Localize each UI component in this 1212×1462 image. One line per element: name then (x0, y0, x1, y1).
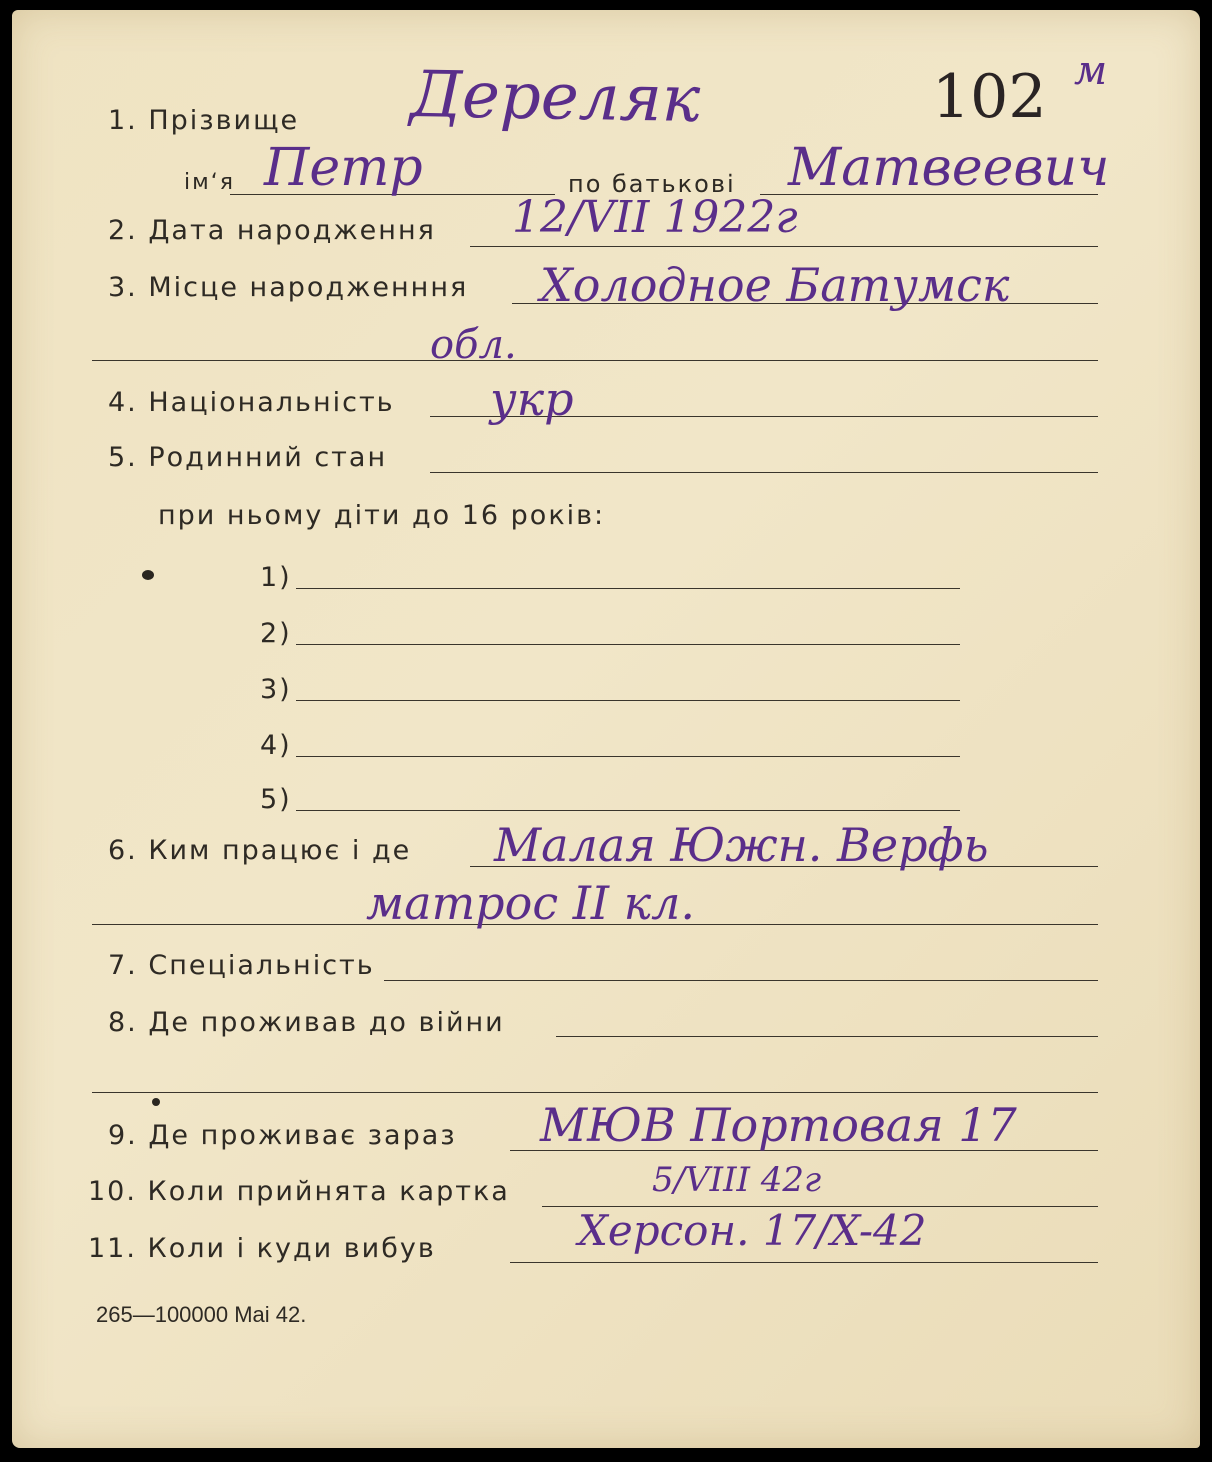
punch-hole (142, 570, 154, 580)
birth-date-label: 2. Дата народження (108, 215, 436, 246)
nationality-label: 4. Національність (108, 387, 395, 418)
child-2-number: 2) (260, 618, 292, 649)
work-label: 6. Ким працює і де (108, 835, 412, 866)
prewar-residence-line-2 (92, 1092, 1098, 1093)
child-4-number: 4) (260, 730, 292, 761)
card-suffix-handwritten: м (1074, 48, 1108, 94)
birth-place-line-2 (92, 360, 1098, 361)
birth-date-line (470, 246, 1098, 247)
specialty-label: 7. Спеціальність (108, 950, 375, 981)
current-residence-handwritten: МЮВ Портовая 17 (540, 1098, 1017, 1152)
surname-label: 1. Прізвище (108, 105, 300, 136)
patronymic-handwritten: Матвеевич (788, 138, 1110, 198)
current-residence-label: 9. Де проживає зараз (108, 1120, 457, 1151)
first-name-handwritten: Петр (264, 138, 423, 198)
family-status-label: 5. Родинний стан (108, 442, 388, 473)
departed-handwritten: Херсон. 17/X-42 (578, 1206, 927, 1255)
surname-handwritten: Дереляк (409, 58, 701, 138)
registration-card (12, 10, 1200, 1448)
prewar-residence-line (556, 1036, 1098, 1037)
card-accepted-label: 10. Коли прийнята картка (88, 1176, 510, 1207)
children-label: при ньому діти до 16 років: (158, 500, 606, 531)
child-3-line (296, 700, 960, 701)
print-code: 265—100000 Mai 42. (96, 1302, 307, 1327)
birth-place-handwritten-1: Холодное Батумск (540, 258, 1010, 312)
work-handwritten-1: Малая Южн. Верфь (494, 818, 989, 872)
card-accepted-handwritten: 5/VIII 42г (652, 1160, 822, 1200)
family-status-line (430, 472, 1098, 473)
child-1-line (296, 588, 960, 589)
work-handwritten-2: матрос II кл. (366, 876, 696, 930)
child-5-line (296, 810, 960, 811)
child-5-number: 5) (260, 784, 292, 815)
birth-date-handwritten: 12/VII 1922г (512, 192, 798, 243)
child-2-line (296, 644, 960, 645)
prewar-residence-label: 8. Де проживав до війни (108, 1007, 505, 1038)
departed-label: 11. Коли і куди вибув (88, 1233, 436, 1264)
nationality-handwritten: укр (490, 372, 574, 426)
name-label: ім‘я (184, 170, 235, 195)
specialty-line (384, 980, 1098, 981)
card-number-handwritten: 102 (932, 62, 1047, 132)
child-4-line (296, 756, 960, 757)
birth-place-handwritten-2: обл. (430, 322, 517, 368)
punch-hole (152, 1098, 160, 1106)
birth-place-label: 3. Місце народженння (108, 272, 469, 303)
patronymic-label: по батькові (568, 170, 736, 198)
child-3-number: 3) (260, 674, 292, 705)
child-1-number: 1) (260, 562, 292, 593)
departed-line (510, 1262, 1098, 1263)
